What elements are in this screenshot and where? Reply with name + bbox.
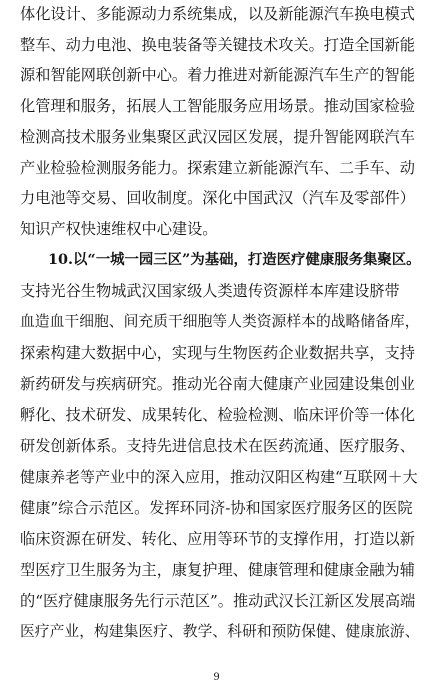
body-text-line: 健康养老等产业中的深入应用，推动汉阳区构建“互联网＋大 (20, 468, 418, 486)
body-text-line: 医疗产业，构建集医疗、教学、科研和预防保健、健康旅游、 (20, 623, 420, 640)
body-text-line: 产业检验检测服务能力。探索建立新能源汽车、二手车、动 (20, 159, 415, 177)
body-text-line: 整车、动力电池、换电装备等关键技术攻关。打造全国新能 (20, 36, 415, 54)
body-text-line: 的“医疗健康服务先行示范区”。推动武汉长江新区发展高端 (20, 592, 416, 610)
body-text-line: 源和智能网联创新中心。着力推进对新能源汽车生产的智能 (20, 66, 415, 84)
body-text-line: 体化设计、多能源动力系统集成，以及新能源汽车换电模式 (20, 5, 415, 23)
body-text-line: 知识产权快速维权中心建设。 (20, 220, 218, 238)
body-text-line: 健康”综合示范区。发挥环同济-协和国家医疗服务区的医院 (20, 499, 413, 517)
page-number: 9 (213, 672, 220, 683)
body-text-line: 型医疗卫生服务为主，康复护理、健康管理和健康金融为辅 (20, 561, 415, 579)
body-text-line: 支持光谷生物城武汉国家级人类遗传资源样本库建设脐带 (20, 282, 400, 300)
section-heading: 10.以“一城一园三区”为基础，打造医疗健康服务集聚区。 (48, 251, 421, 268)
body-text-line: 新药研发与疾病研究。推动光谷南大健康产业园建设集创业 (20, 375, 415, 393)
body-text-line: 力电池等交易、回收制度。深化中国武汉（汽车及零部件） (20, 189, 415, 207)
body-text-line: 化管理和服务，拓展人工智能服务应用场景。推动国家检验 (20, 97, 415, 115)
body-text-line: 探索构建大数据中心，实现与生物医药企业数据共享，支持 (20, 344, 415, 362)
body-text-line: 孵化、技术研发、成果转化、检验检测、临床评价等一体化 (20, 406, 415, 424)
body-text-line: 血造血干细胞、间充质干细胞等人类资源样本的战略储备库， (20, 313, 420, 330)
body-text-line: 检测高技术服务业集聚区武汉园区发展，提升智能网联汽车 (20, 128, 415, 146)
body-text-line: 研发创新体系。支持先进信息技术在医药流通、医疗服务、 (20, 437, 415, 455)
body-text-line: 临床资源在研发、转化、应用等环节的支撑作用，打造以新 (20, 530, 415, 548)
